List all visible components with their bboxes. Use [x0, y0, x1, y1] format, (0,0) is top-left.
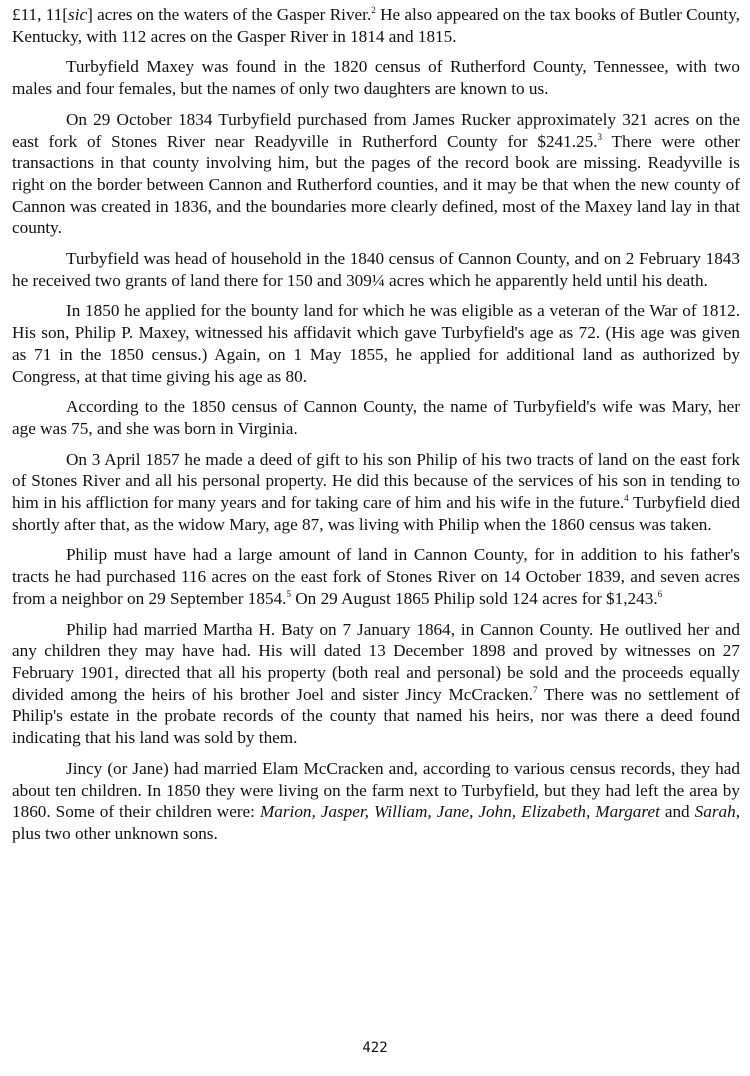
paragraph-3: [12, 109, 740, 239]
paragraph-9: [12, 619, 740, 749]
footnote-marker: 6: [657, 588, 663, 599]
footnote-marker: 2: [371, 5, 376, 15]
text-run: Philip must have had a large amount of land in Cannon County, for in addition to his father's tracts he had purchased 116 acres on the east fork of Stones River on 14 October 1839, and seven acres from a neighbor on 29 September 1854.: [12, 545, 740, 608]
text-run: There was no settlement of Philip's estate in the probate records of the county that named his heirs, nor was there a deed found indicating that his land was sold by them.: [12, 684, 741, 748]
text-run: Turbyfield died shortly after that, as the widow Mary, age 87, was living with Philip when the 1860 census was taken.: [12, 493, 740, 534]
text-run: , plus two other unknown sons.: [12, 802, 740, 843]
text-run: On 3 April 1857 he made a deed of gift to his son Philip of his two tracts of land on the east fork of Stones River and all his personal property. He did this because of the services of his son in tending to him in his affliction for many years and for taking care of him and his wife in the future.: [12, 449, 740, 513]
paragraph-8: [12, 544, 740, 609]
text-run: According to the 1850 census of Cannon County, the name of Turbyfield's wife was Mary, her age was 75, and she was born in Virginia.: [12, 397, 740, 438]
footnote-marker: 7: [532, 684, 538, 695]
text-run: Turbyfield Maxey was found in the 1820 census of Rutherford County, Tennessee, with two males and four females, but the names of only two daughters are known to us.: [12, 57, 740, 99]
paragraph-6: [12, 396, 740, 439]
paragraph-10: [12, 758, 740, 845]
text-run: and: [659, 802, 695, 822]
text-run: On 29 October 1834 Turbyfield purchased from James Rucker approximately 321 acres on the east fork of Stones River near Readyville in Rutherford County for $241.25.: [12, 109, 740, 151]
text-run: He also appeared on the tax books of Butler County, Kentucky, with 112 acres on the Gasper River in 1814 and 1815.: [12, 5, 740, 46]
page-number: 422: [362, 1040, 388, 1056]
footnote-marker: 5: [286, 588, 291, 599]
text-run: In 1850 he applied for the bounty land for which he was eligible as a veteran of the War of 1812. His son, Philip P. Maxey, witnessed his affidavit which gave Turbyfield's age as 72. (His age was given as 71 in the 1850 census.) Again, on 1 May 1855, he applied for additional land as authorized by Congress, at that time giving his age as 80.: [12, 301, 740, 386]
paragraph-2: [12, 56, 740, 99]
italic-text: sic: [68, 5, 88, 24]
footnote-marker: 3: [597, 131, 603, 142]
paragraph-5: [12, 300, 740, 387]
text-run: On 29 August 1865 Philip sold 124 acres for $1,243.: [290, 588, 658, 608]
text-run: Philip had married Martha H. Baty on 7 January 1864, in Cannon County. He outlived her and any children they may have had. His will dated 13 December 1898 and proved by witnesses on 27 February 1901, directed that all his property (both real and personal) be sold and the proceeds equally divided among the heirs of his brother Joel and sister Jincy McCracken.: [12, 619, 740, 704]
text-run: Turbyfield was head of household in the 1840 census of Cannon County, and on 2 February 1843 he received two grants of land there for 150 and 309¼ acres which he apparently held until his death.: [12, 249, 740, 290]
paragraph-7: [12, 449, 740, 536]
paragraph-1: [12, 4, 740, 47]
paragraph-4: [12, 248, 740, 291]
italic-text: Sarah: [694, 802, 736, 822]
text-run: There were other transactions in that county involving him, but the pages of the record book are missing. Readyville is right on the border between Cannon and Rutherford counties, and it may be that when the new county of Cannon was created in 1836, and the boundaries more clearly defined, most of the Maxey land lay in that county.: [12, 131, 740, 238]
text-run: Jincy (or Jane) had married Elam McCracken and, according to various census records, they had about ten children. In 1850 they were living on the farm next to Turbyfield, but they had left the area by 1860. Some of their children were:: [12, 758, 740, 822]
text-run: ] acres on the waters of the Gasper River.: [87, 5, 372, 24]
italic-text: Marion, Jasper, William, Jane, John, Elizabeth, Margaret: [259, 802, 660, 822]
text-run: £11, 11[: [12, 5, 69, 24]
footnote-marker: 4: [624, 493, 629, 504]
